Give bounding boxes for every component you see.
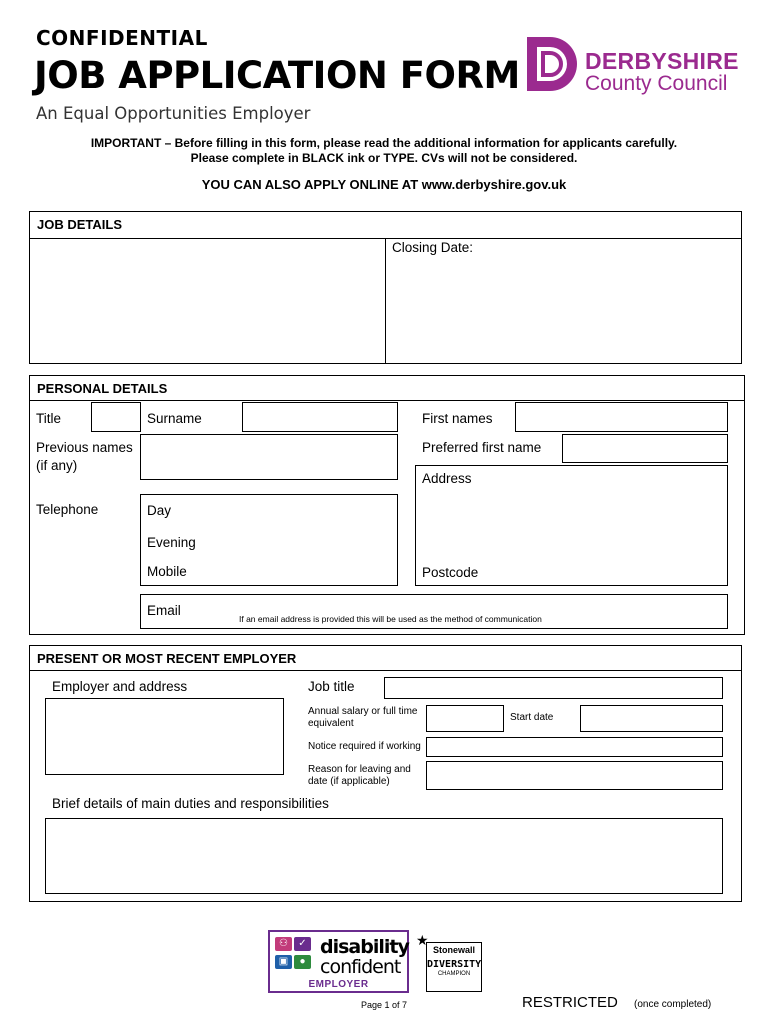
address-label: Address xyxy=(422,471,472,486)
previous-names-label: Previous names xyxy=(36,440,133,455)
derbyshire-logo-icon xyxy=(526,36,580,92)
job-details-section xyxy=(29,211,742,364)
stonewall-line-1: Stonewall xyxy=(432,945,475,955)
person-icon: ● xyxy=(294,955,311,969)
previous-names-sub-label: (if any) xyxy=(36,458,78,473)
reason-label: Reason for leaving and date (if applicable) xyxy=(308,764,411,787)
dc-line-3: EMPLOYER xyxy=(308,979,369,990)
duties-label: Brief details of main duties and responsibilities xyxy=(52,796,329,811)
job-details-heading: JOB DETAILS xyxy=(37,217,122,232)
telephone-label: Telephone xyxy=(36,502,99,517)
email-field[interactable] xyxy=(140,594,728,629)
job-title-field[interactable] xyxy=(31,239,384,363)
people-icon: ⚇ xyxy=(275,937,292,951)
logo-line-1: DERBYSHIRE xyxy=(585,48,739,74)
page-number: Page 1 of 7 xyxy=(361,1000,408,1010)
preferred-first-name-label: Preferred first name xyxy=(422,440,542,455)
dc-line-2: confident xyxy=(320,956,401,978)
apply-online-notice: YOU CAN ALSO APPLY ONLINE AT www.derbyshire.gov.uk xyxy=(201,177,567,192)
restricted-note: (once completed) xyxy=(634,999,712,1010)
restricted-label: RESTRICTED xyxy=(522,994,618,1011)
surname-label: Surname xyxy=(147,411,202,426)
closing-date-label: Closing Date: xyxy=(392,240,474,255)
title-label: Title xyxy=(36,411,62,426)
start-date-field[interactable] xyxy=(580,705,723,732)
stonewall-badge xyxy=(416,932,486,996)
page-subtitle: An Equal Opportunities Employer xyxy=(36,104,311,123)
mobile-phone-label: Mobile xyxy=(147,564,187,579)
postcode-label: Postcode xyxy=(422,565,479,580)
disability-confident-badge xyxy=(268,930,409,993)
preferred-first-name-field[interactable] xyxy=(562,434,728,463)
important-notice-line-1: IMPORTANT – Before filling in this form, please read the additional information for applicants carefully. xyxy=(90,136,678,150)
page-title: JOB APPLICATION FORM xyxy=(34,54,520,97)
star-icon: ★ xyxy=(416,932,429,948)
first-names-label: First names xyxy=(422,411,493,426)
employer-address-field[interactable] xyxy=(45,698,284,775)
first-names-field[interactable] xyxy=(515,402,728,432)
check-icon: ✓ xyxy=(294,937,311,951)
email-label: Email xyxy=(147,603,181,618)
lock-icon: ▣ xyxy=(275,955,292,969)
employer-job-title-field[interactable] xyxy=(384,677,723,699)
address-field[interactable] xyxy=(415,465,728,586)
notice-field[interactable] xyxy=(426,737,723,757)
reason-field[interactable] xyxy=(426,761,723,790)
title-field[interactable] xyxy=(91,402,141,432)
evening-phone-label: Evening xyxy=(147,535,196,550)
notice-label: Notice required if working xyxy=(308,741,421,752)
stonewall-line-2: DIVERSITY xyxy=(427,959,482,970)
stonewall-line-3: CHAMPION xyxy=(437,971,471,977)
start-date-label: Start date xyxy=(510,712,554,723)
employer-address-label: Employer and address xyxy=(52,679,188,694)
telephone-field[interactable] xyxy=(140,494,398,586)
job-title-label: Job title xyxy=(308,679,355,694)
dc-line-1: disability xyxy=(320,936,409,958)
confidential-label: CONFIDENTIAL xyxy=(36,26,208,50)
important-notice-line-2: Please complete in BLACK ink or TYPE. CVs will not be considered. xyxy=(190,151,578,165)
email-note: If an email address is provided this will be used as the method of communication xyxy=(239,614,542,624)
employer-heading: PRESENT OR MOST RECENT EMPLOYER xyxy=(37,651,297,666)
surname-field[interactable] xyxy=(242,402,398,432)
salary-label: Annual salary or full time equivalent xyxy=(308,706,418,729)
logo-line-2: County Council xyxy=(585,72,728,95)
personal-details-heading: PERSONAL DETAILS xyxy=(37,381,168,396)
salary-field[interactable] xyxy=(426,705,504,732)
previous-names-field[interactable] xyxy=(140,434,398,480)
closing-date-field[interactable] xyxy=(386,239,740,363)
duties-field[interactable] xyxy=(45,818,723,894)
day-phone-label: Day xyxy=(147,503,172,518)
